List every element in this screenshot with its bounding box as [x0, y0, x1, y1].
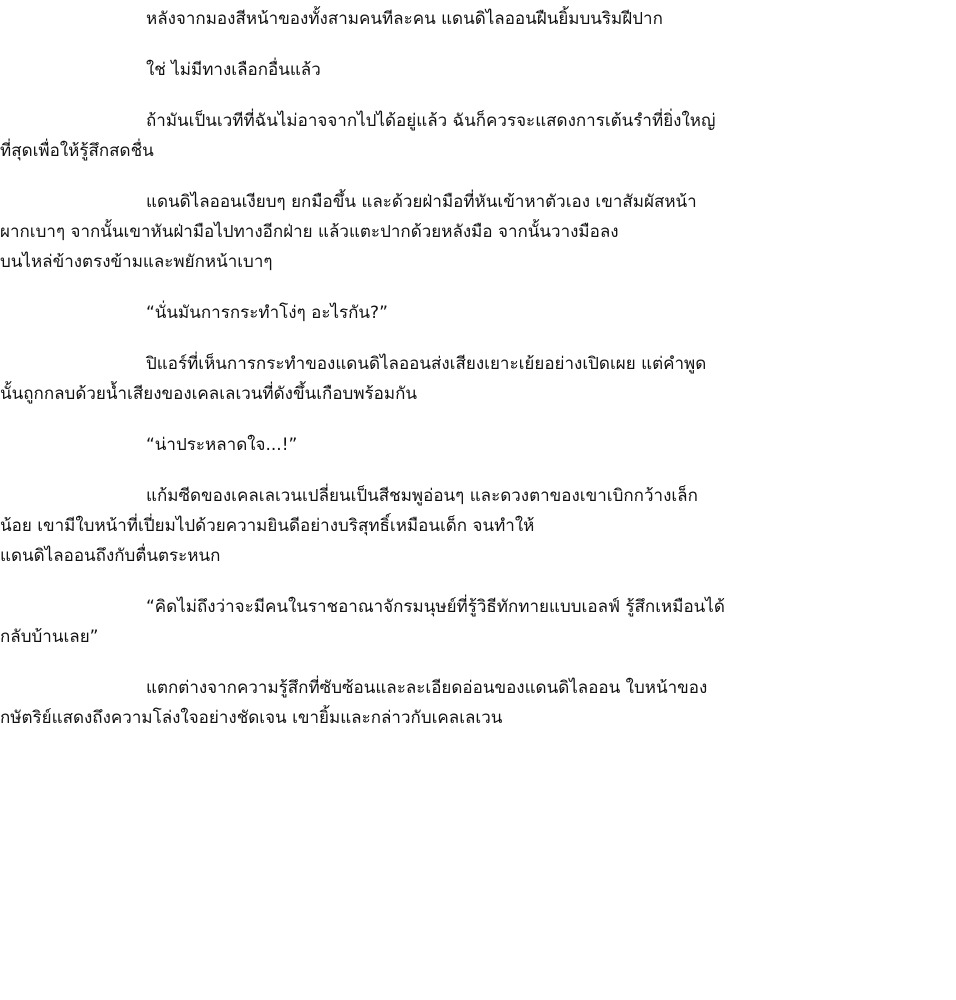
paragraph-line: “นั่นมันการกระทำโง่ๆ อะไรกัน?” — [146, 303, 388, 323]
paragraph-line: แดนดิไลออนเงียบๆ ยกมือขึ้น และด้วยฝ่ามือที่หันเข้าหาตัวเอง เขาสัมผัสหน้า — [146, 192, 697, 212]
paragraph-5 — [0, 298, 880, 328]
paragraph-10 — [0, 673, 880, 733]
paragraph-line: ใช่ ไม่มีทางเลือกอื่นแล้ว — [146, 60, 321, 80]
paragraph-line: ผากเบาๆ จากนั้นเขาหันฝ่ามือไปทางอีกฝ่าย แล้วแตะปากด้วยหลังมือ จากนั้นวางมือลง — [0, 222, 619, 242]
paragraph-line: นั้นถูกกลบด้วยน้ำเสียงของเคลเลเวนที่ดังขึ้นเกือบพร้อมกัน — [0, 384, 417, 404]
paragraph-line: แตกต่างจากความรู้สึกที่ซับซ้อนและละเอียดอ่อนของแดนดิไลออน ใบหน้าของ — [146, 678, 708, 698]
paragraph-7 — [0, 430, 880, 460]
paragraph-line: “น่าประหลาดใจ...!” — [146, 435, 298, 455]
paragraph-line: กษัตริย์แสดงถึงความโล่งใจอย่างชัดเจน เขายิ้มและกล่าวกับเคลเลเวน — [0, 708, 503, 728]
paragraph-line: ปิแอร์ที่เห็นการกระทำของแดนดิไลออนส่งเสียงเยาะเย้ยอย่างเปิดเผย แต่คำพูด — [146, 354, 707, 374]
paragraph-line: แดนดิไลออนถึงกับตื่นตระหนก — [0, 546, 221, 566]
paragraph-line: “คิดไม่ถึงว่าจะมีคนในราชอาณาจักรมนุษย์ที่รู้วิธีทักทายแบบเอลฟ์ รู้สึกเหมือนได้ — [146, 597, 725, 617]
paragraph-line: ถ้ามันเป็นเวทีที่ฉันไม่อาจจากไปได้อยู่แล้ว ฉันก็ควรจะแสดงการเต้นรำที่ยิ่งใหญ่ — [146, 111, 716, 131]
paragraph-6 — [0, 349, 880, 409]
paragraph-9 — [0, 592, 880, 652]
paragraph-line: หลังจากมองสีหน้าของทั้งสามคนทีละคน แดนดิไลออนฝืนยิ้มบนริมฝีปาก — [146, 9, 663, 29]
paragraph-1 — [0, 4, 880, 34]
paragraph-4 — [0, 187, 880, 277]
paragraph-line: บนไหล่ข้างตรงข้ามและพยักหน้าเบาๆ — [0, 252, 273, 272]
paragraph-line: แก้มซีดของเคลเลเวนเปลี่ยนเป็นสีชมพูอ่อนๆ และดวงตาของเขาเบิกกว้างเล็ก — [146, 486, 698, 506]
paragraph-2 — [0, 55, 880, 85]
paragraph-3 — [0, 106, 880, 166]
paragraph-line: น้อย เขามีใบหน้าที่เปี่ยมไปด้วยความยินดีอย่างบริสุทธิ์เหมือนเด็ก จนทำให้ — [0, 516, 535, 536]
paragraph-line: กลับบ้านเลย” — [0, 627, 99, 647]
paragraph-8 — [0, 481, 880, 571]
paragraph-line: ที่สุดเพื่อให้รู้สึกสดชื่น — [0, 141, 154, 161]
